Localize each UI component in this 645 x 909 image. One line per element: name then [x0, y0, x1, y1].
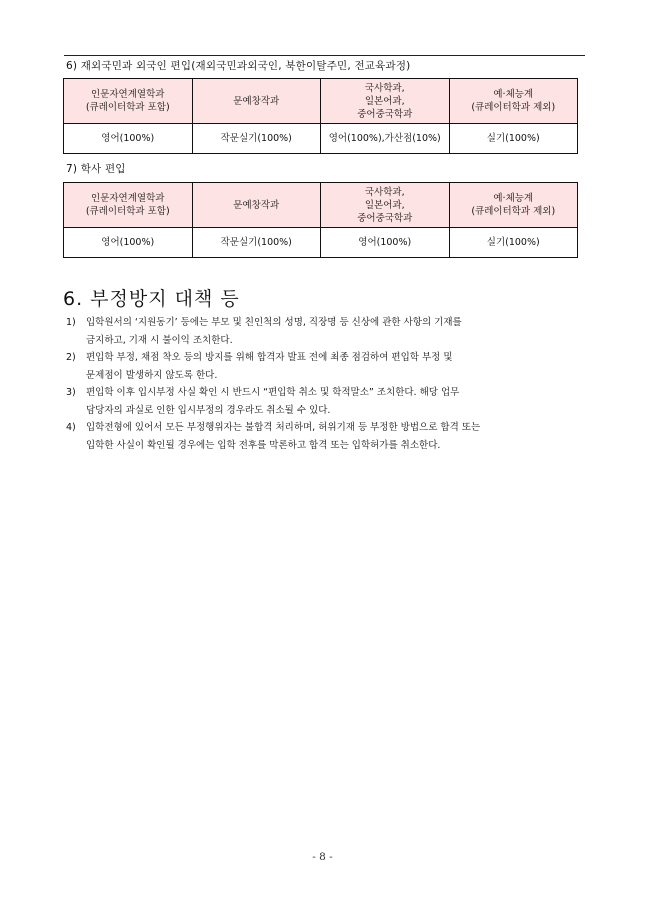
table-row	[64, 228, 578, 258]
item-text: 입학전형에 있어서 모든 부정행위자는 불합격 처리하며, 허위기재 등 부정한 방법으로 합격 또는	[86, 422, 481, 433]
header-cell-languages: 국사학과, 일본어과, 중어중국학과	[321, 79, 450, 124]
item-text: 담당자의 과실로 인한 입시부정의 경우라도 취소될 수 있다.	[86, 404, 331, 416]
header-cell-creative-writing: 문예창작과	[192, 183, 321, 228]
item-text: 편입학 이후 입시부정 사실 확인 시 반드시 “편입학 취소 및 학적말소” 조치한다. 해당 업무	[86, 387, 460, 398]
table-row	[64, 124, 578, 154]
item-text: 편입학 부정, 채점 착오 등의 방지를 위해 합격자 발표 전에 최종 점검하여 편입학 부정 및	[86, 352, 453, 363]
header-cell-languages: 국사학과, 일본어과, 중어중국학과	[321, 183, 450, 228]
item-number: 2)	[66, 352, 76, 363]
item-text: 입학원서의 ‘지원동기’ 등에는 부모 및 친인척의 성명, 직장명 등 신상에 관한 사항의 기재를	[86, 317, 462, 328]
value-cell: 작문실기(100%)	[192, 124, 321, 154]
section-6-heading: 6) 재외국민과 외국인 편입(재외국민과외국인, 북한이탈주민, 전교육과정)	[66, 60, 411, 72]
item-number: 4)	[66, 422, 76, 433]
item-number: 1)	[66, 317, 76, 328]
table-header-row	[64, 183, 578, 228]
fraud-prevention-list	[66, 314, 586, 454]
item-text: 입학한 사실이 확인될 경우에는 입학 전후를 막론하고 합격 또는 입학허가를 취소한다.	[86, 439, 441, 451]
table-header-row	[64, 79, 578, 124]
value-cell: 실기(100%)	[449, 124, 578, 154]
header-cell-humanities: 인문자연계열학과 (큐레이터학과 포함)	[64, 79, 193, 124]
item-text: 금지하고, 기재 시 불이익 조치한다.	[86, 334, 233, 346]
fraud-prevention-title: 6. 부정방지 대책 등	[63, 288, 240, 310]
item-number: 3)	[66, 387, 76, 398]
header-cell-arts: 예·체능계 (큐레이터학과 제외)	[449, 79, 578, 124]
value-cell: 영어(100%),가산점(10%)	[321, 124, 450, 154]
section-7-heading: 7) 학사 편입	[66, 163, 126, 175]
value-cell: 영어(100%)	[64, 124, 193, 154]
header-cell-arts: 예·체능계 (큐레이터학과 제외)	[449, 183, 578, 228]
foreign-admission-table	[63, 78, 578, 154]
bachelor-admission-table	[63, 182, 578, 258]
list-item	[66, 314, 586, 349]
value-cell: 영어(100%)	[321, 228, 450, 258]
list-item	[66, 349, 586, 384]
value-cell: 실기(100%)	[449, 228, 578, 258]
header-cell-humanities: 인문자연계열학과 (큐레이터학과 포함)	[64, 183, 193, 228]
header-cell-creative-writing: 문예창작과	[192, 79, 321, 124]
item-text: 문제점이 발생하지 않도록 한다.	[86, 369, 218, 381]
value-cell: 작문실기(100%)	[192, 228, 321, 258]
list-item	[66, 384, 586, 419]
page-number: - 8 -	[312, 851, 333, 863]
value-cell: 영어(100%)	[64, 228, 193, 258]
top-rule	[64, 55, 585, 56]
list-item	[66, 419, 586, 454]
